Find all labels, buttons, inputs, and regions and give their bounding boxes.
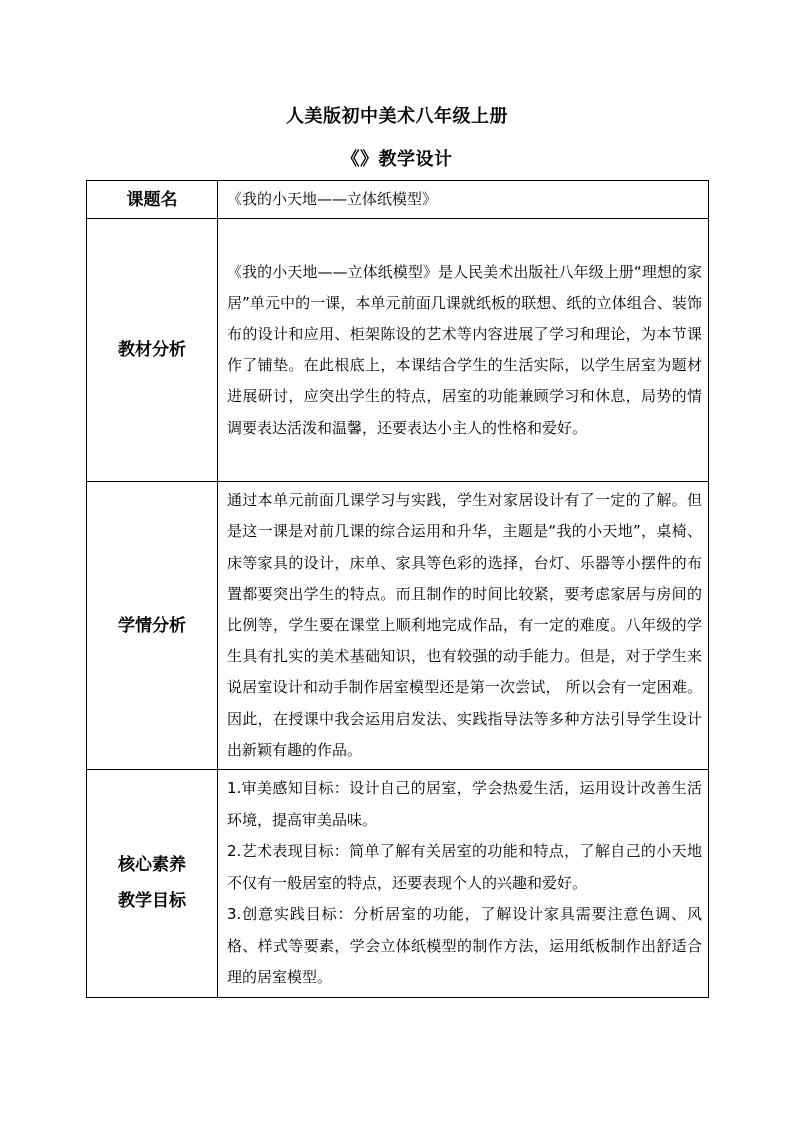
row-label-student-analysis: 学情分析 <box>87 482 218 770</box>
row-content-topic: 《我的小天地——立体纸模型》 <box>218 181 709 219</box>
row-label-teaching-goals <box>87 770 218 998</box>
table-row-teaching-goals <box>87 770 709 998</box>
goal-item-artistic: 2.艺术表现目标：简单了解有关居室的功能和特点，了解自己的小天地不仅有一般居室的特点，还要表现个人的兴趣和爱好。 <box>227 842 702 892</box>
table-row-topic <box>87 181 709 219</box>
row-content-student-analysis: 通过本单元前面几课学习与实践，学生对家居设计有了一定的了解。但是这一课是对前几课的综合运用和升华，主题是“我的小天地”，桌椅、床等家具的设计，床单、家具等色彩的选择，台灯、乐器等小摆件的布置都要突出学生的特点。而且制作的时间比较紧，要考虑家居与房间的比例等，学生要在课堂上顺利地完成作品，有一定的难度。八年级的学生具有扎实的美术基础知识，也有较强的动手能力。但是，对于学生来说居室设计和动手制作居室模型还是第一次尝试， 所以会有一定困难。因此，在授课中我会运用启发法、实践指导法等多种方法引导学生设计出新颖有趣的作品。 <box>218 482 709 770</box>
label-line-teaching-goals: 教学目标 <box>118 891 186 912</box>
lesson-plan-table <box>86 180 709 998</box>
row-label-material-analysis: 教材分析 <box>87 219 218 482</box>
row-content-material-analysis: 《我的小天地——立体纸模型》是人民美术出版社八年级上册“理想的家居”单元中的一课，本单元前面几课就纸板的联想、纸的立体组合、装饰布的设计和应用、柜架陈设的艺术等内容进展了学习和理论，为本节课作了铺垫。在此根底上，本课结合学生的生活实际，以学生居室为题材进展研讨，应突出学生的特点，居室的功能兼顾学习和休息，局势的情调要表达活泼和温馨，还要表达小主人的性格和爱好。 <box>218 219 709 482</box>
label-line-core-literacy: 核心素养 <box>118 855 186 876</box>
document-subtitle: 《》教学设计 <box>341 149 453 170</box>
row-label-topic: 课题名 <box>87 181 218 219</box>
goal-item-creative: 3.创意实践目标：分析居室的功能，了解设计家具需要注意色调、风格、样式等要素，学会立体纸模型的制作方法，运用纸板制作出舒适合理的居室模型。 <box>227 905 702 987</box>
document-title: 人美版初中美术八年级上册 <box>286 106 508 127</box>
table-row-material-analysis <box>87 219 709 482</box>
row-content-teaching-goals <box>218 770 709 998</box>
table-row-student-analysis <box>87 482 709 770</box>
goal-item-aesthetic: 1.审美感知目标：设计自己的居室，学会热爱生活，运用设计改善生活环境，提高审美品味。 <box>227 779 702 829</box>
